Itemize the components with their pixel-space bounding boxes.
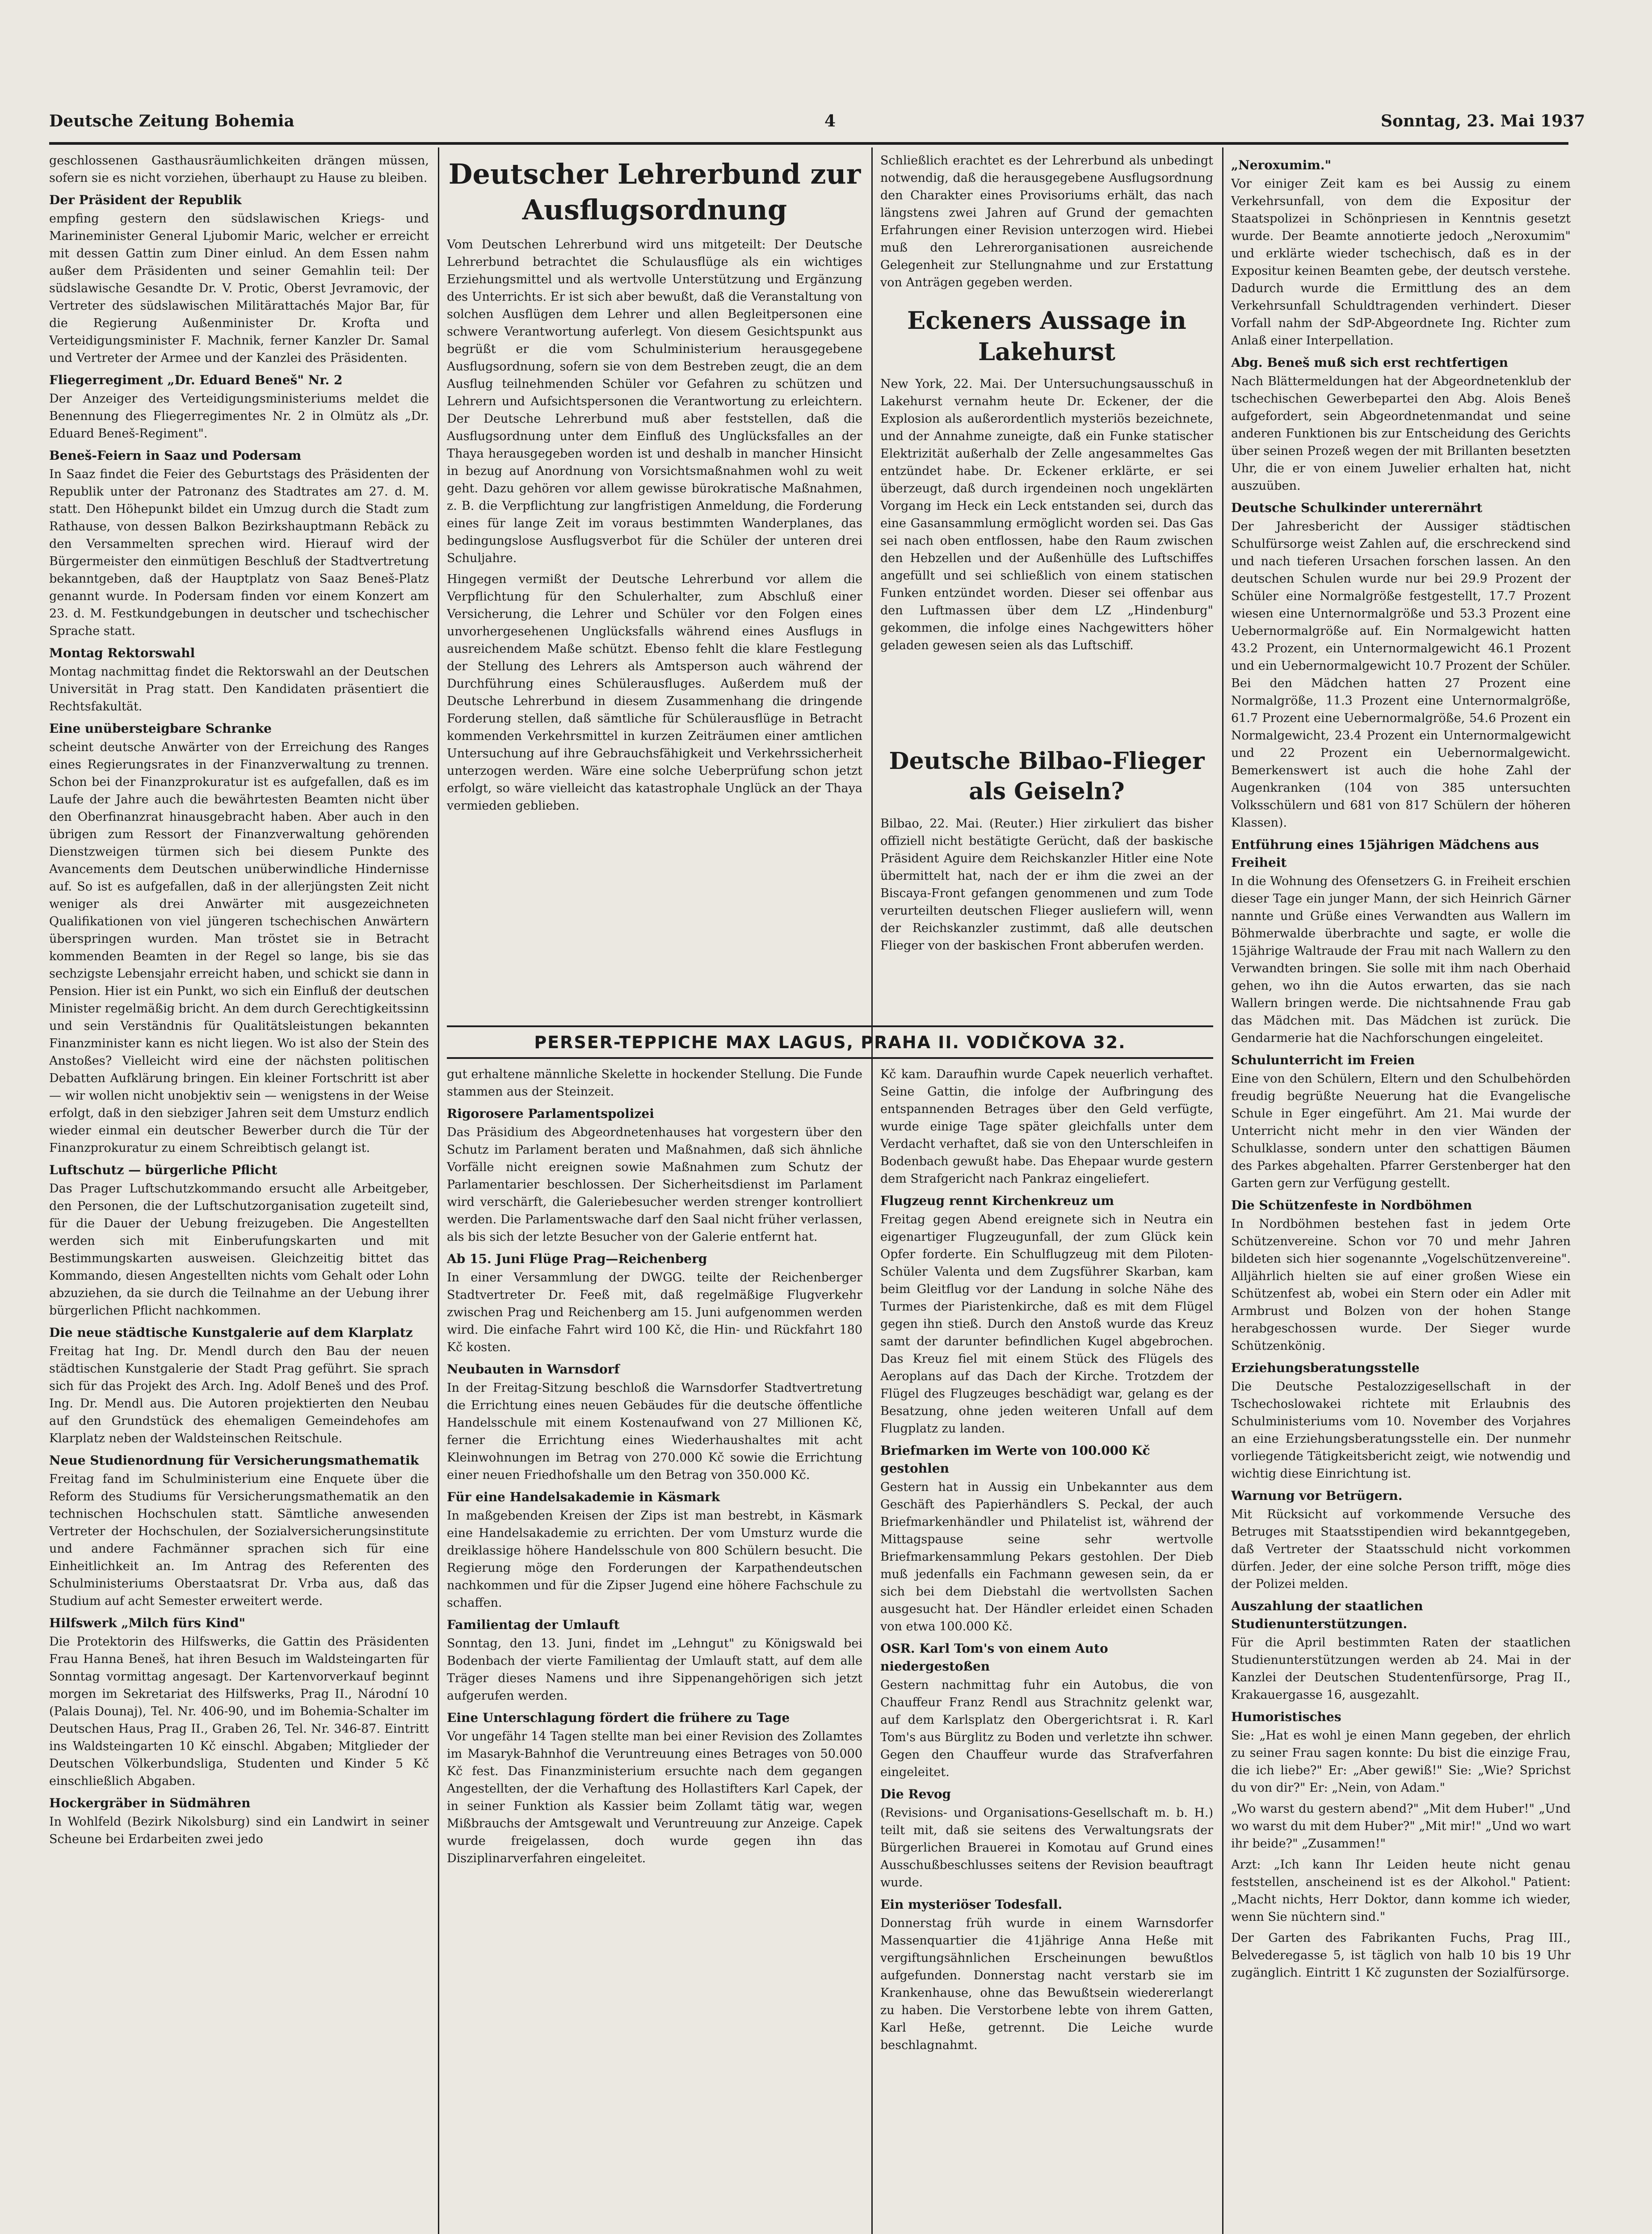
section-heading: Die Schützenfeste in Nordböhmen — [1231, 1198, 1472, 1213]
section-heading: Hockergräber in Südmähren — [49, 1796, 251, 1810]
section-heading: Entführung eines 15jährigen Mädchens aus Freiheit — [1231, 837, 1539, 870]
section-heading: Neubauten in Warnsdorf — [447, 1362, 620, 1377]
ad-banner: PERSER-TEPPICHE MAX LAGUS, PRAHA II. VODIČKOVA 32. — [534, 1033, 1126, 1052]
headline-bilbao: Deutsche Bilbao-Flieger als Geiseln? — [889, 747, 1205, 805]
paragraph: Schließlich erachtet es der Lehrerbund als unbedingt notwendig, daß die herausgegebene Ausflugsordnung den Charakter eines Provisoriums erhält, das nach längstens zwei Jahren auf Grund der gemachten Erfahrungen einer Revision unterzogen wird. Hiebei muß den Lehrerorganisationen ausreichende Gelegenheit zur Stellungnahme und zur Erstattung von Anträgen gegeben werden. — [880, 154, 1213, 290]
paragraph: Hingegen vermißt der Deutsche Lehrerbund vor allem die Verpflichtung für den Schulerhalter, zum Abschluß einer Versicherung, die Lehrer und Schüler vor den Folgen eines unvorhergesehenen Unglücksfalls während eines Ausflugs in ausreichendem Maße schützt. Ebenso fehlt die klare Festlegung der Stellung des Lehrers als Amtsperson auch während der Durchführung eines Schülerausfluges. Außerdem muß der Deutsche Lehrerbund in diesem Zusammenhang die dringende Forderung stellen, daß sämtliche für Schülerausflüge in Betracht kommenden Verkehrsmittel in kurzen Zeiträumen einer amtlichen Untersuchung auf ihre Gebrauchsfähigkeit und Verkehrssicherheit unterzogen werden. Wäre eine solche Ueberprüfung schon jetzt erfolgt, so wäre vielleicht das katastrophale Unglück an der Thaya vermieden geblieben. — [447, 572, 862, 813]
banner-rule-top — [447, 1025, 1213, 1027]
paragraph: Der Garten des Fabrikanten Fuchs, Prag III., Belvederegasse 5, ist täglich von halb 10 bis 19 Uhr zugänglich. Eintritt 1 Kč zugunsten der Sozialfürsorge. — [1231, 1931, 1571, 1980]
column-rule — [438, 147, 439, 2234]
paragraph: Die Protektorin des Hilfswerks, die Gattin des Präsidenten Frau Hanna Beneš, hat ihren Besuch im Waldsteingarten für Sonntag vormittag angesagt. Der Kartenvorverkauf beginnt morgen im Sekretariat des Hilfswerks, Prag II., Národní 10 (Palais Dounaj), Tel. Nr. 406-90, und im Bohemia-Schalter im Deutschen Haus, Prag II., Graben 26, Tel. Nr. 346-87. Eintritt ins Waldsteingarten 10 Kč einschl. Abgaben; Mitglieder der Deutschen Völkerbundsliga, Studenten und Kinder 5 Kč einschließlich Abgaben. — [49, 1635, 429, 1788]
paragraph: geschlossenen Gasthausräumlichkeiten drängen müssen, sofern sie es nicht vorziehen, überhaupt zu Hause zu bleiben. — [49, 154, 429, 185]
section-heading: Der Präsident der Republik — [49, 193, 242, 207]
paragraph: Freitag fand im Schulministerium eine Enquete über die Reform des Studiums für Versicherungsmathematik an den technischen Hochschulen statt. Sämtliche anwesenden Vertreter der Hochschulen, der Sozialversicherungsinstitute und andere Fachmänner sprachen sich für eine Einheitlichkeit an. Im Antrag des Referenten des Schulministeriums Oberstaatsrat Dr. Vrba aus, daß das Studium auf acht Semester erweitert werde. — [49, 1472, 429, 1608]
paragraph: gut erhaltene männliche Skelette in hockender Stellung. Die Funde stammen aus der Steinzeit. — [447, 1067, 862, 1099]
headline-lehrerbund: Deutscher Lehrerbund zur Ausflugsordnung — [448, 158, 861, 226]
paragraph: Sie: „Hat es wohl je einen Mann gegeben, der ehrlich zu seiner Frau sagen konnte: Du bist die einzige Frau, die ich liebe?" Er: „Aber gewiß!" Sie: „Wie? Sprichst du von dir?" Er: „Nein, von Adam." — [1231, 1729, 1571, 1795]
section-heading: Fliegerregiment „Dr. Eduard Beneš" Nr. 2 — [49, 373, 343, 387]
column-3-bottom — [880, 1066, 1213, 2234]
paragraph: „Wo warst du gestern abend?" „Mit dem Huber!" „Und wo warst du mit dem Huber?" „Mit mir!" „Und wo wart ihr beide?" „Zusammen!" — [1231, 1802, 1571, 1851]
section-heading: Erziehungsberatungsstelle — [1231, 1361, 1420, 1375]
paragraph: Eine von den Schülern, Eltern und den Schulbehörden freudig begrüßte Neuerung hat die Evangelische Schule in Eger eingeführt. Am 21. Mai wurde der Unterricht nicht mehr in den vier Wänden der Schulklasse, sondern unter den schattigen Bäumen des Parkes abgehalten. Pfarrer Gerstenberger hat den Garten gern zur Verfügung gestellt. — [1231, 1072, 1571, 1190]
paragraph: Vor ungefähr 14 Tagen stellte man bei einer Revision des Zollamtes im Masaryk-Bahnhof die Veruntreuung eines Betrages von 50.000 Kč fest. Das Finanzministerium ersuchte nach dem gegangen Angestellten, der die Verhaftung des Hollastifters Karl Capek, der in seiner Funktion als Kassier beim Zollamt tätig war, wegen Mißbrauchs der Amtsgewalt und Veruntreuung zur Anzeige. Capek wurde freigelassen, doch wurde gegen ihn das Disziplinarverfahren eingeleitet. — [447, 1730, 862, 1865]
paragraph: Gestern nachmittag fuhr ein Autobus, die von Chauffeur Franz Rendl aus Strachnitz gelenkt war, auf dem Karlsplatz den Obergerichtsrat i. R. Karl Tom's aus Bürglitz zu Boden und verletzte ihn schwer. Gegen den Chauffeur wurde das Strafverfahren eingeleitet. — [880, 1678, 1213, 1779]
section-heading: Hilfswerk „Milch fürs Kind" — [49, 1616, 246, 1630]
section-heading: Abg. Beneš muß sich erst rechtfertigen — [1231, 355, 1508, 370]
section-heading: Die Revog — [880, 1787, 951, 1801]
paragraph: Arzt: „Ich kann Ihr Leiden heute nicht genau feststellen, anscheinend ist es der Alkohol." Patient: „Macht nichts, Herr Doktor, dann komme ich wieder, wenn Sie nüchtern sind." — [1231, 1858, 1571, 1924]
page-number: 4 — [824, 112, 836, 130]
paragraph: Freitag hat Ing. Dr. Mendl durch den Bau der neuen städtischen Kunstgalerie der Stadt Prag geführt. Sie sprach sich für das Projekt des Arch. Ing. Adolf Beneš und des Prof. Ing. Dr. Mendl aus. Die Autoren projektierten den Neubau auf den Grundstück des ehemaligen Gemeindehofes am Klarplatz neben der Waldsteinschen Reitschule. — [49, 1344, 429, 1445]
paragraph: In einer Versammlung der DWGG. teilte der Reichenberger Stadtvertreter Dr. Feeß mit, daß regelmäßige Flugverkehr zwischen Prag und Reichenberg am 15. Juni aufgenommen werden wird. Die einfache Fahrt wird 100 Kč, die Hin- und Rückfahrt 180 Kč kosten. — [447, 1271, 862, 1354]
section-heading: Eine Unterschlagung fördert die frühere zu Tage — [447, 1710, 790, 1725]
section-heading: Schulunterricht im Freien — [1231, 1053, 1415, 1067]
section-heading: Deutsche Schulkinder unterernährt — [1231, 500, 1483, 515]
paragraph: (Revisions- und Organisations-Gesellschaft m. b. H.) teilt mit, daß sie seitens des Verwaltungsrats der Bürgerlichen Brauerei in Komotau auf Grund eines Ausschußbeschlusses seitens der Revision beauftragt wurde. — [880, 1806, 1213, 1890]
section-heading: Eine unübersteigbare Schranke — [49, 721, 272, 736]
paragraph: Vom Deutschen Lehrerbund wird uns mitgeteilt: Der Deutsche Lehrerbund betrachtet die Schulausflüge als ein wichtiges Erziehungsmittel und als wertvolle Unterstützung und Ergänzung des Unterrichts. Er ist sich aber bewußt, daß die Veranstaltung von solchen Ausflügen dem Lehrer und allen Begleitpersonen eine schwere Verantwortung auferlegt. Von diesem Gesichtspunkt aus begrüßt er die vom Schulministerium herausgegebene Ausflugsordnung, sofern sie von dem Bestreben zeugt, die an dem Ausflug teilnehmenden Schüler vor Gefahren zu schützen und Lehrern und Aufsichtspersonen die Verantwortung zu erleichtern. Der Deutsche Lehrerbund muß aber feststellen, daß die Ausflugsordnung unter dem Einfluß des Unglücksfalles an der Thaya herausgegeben worden ist und deshalb in mancher Hinsicht in bezug auf Anordnung von Vorsichtsmaßnahmen wohl zu weit geht. Dazu gehören vor allem gewisse bürokratische Maßnahmen, z. B. die Verpflichtung zur langfristigen Anmeldung, die Forderung eines für lange Zeit im voraus bestimmten Wanderplanes, das bedingungslose Ausflugsverbot für die Schüler der unteren drei Schuljahre. — [447, 238, 862, 565]
section-heading: Ab 15. Juni Flüge Prag—Reichenberg — [447, 1251, 707, 1266]
paragraph: In der Freitag-Sitzung beschloß die Warnsdorfer Stadtvertretung die Errichtung eines neuen Gebäudes für die deutsche öffentliche Handelsschule mit einem Kostenaufwand von 27 Millionen Kč, ferner die Errichtung eines Wiederhaushaltes mit acht Kleinwohnungen im Betrag von 270.000 Kč sowie die Errichtung einer neuen Friedhofshalle um den Betrag von 350.000 Kč. — [447, 1381, 862, 1482]
section-heading: OSR. Karl Tom's von einem Auto niedergestoßen — [880, 1641, 1108, 1674]
column-4 — [1231, 152, 1571, 2234]
section-heading: Rigorosere Parlamentspolizei — [447, 1106, 654, 1121]
paragraph: New York, 22. Mai. Der Untersuchungsausschuß in Lakehurst vernahm heute Dr. Eckener, der die Explosion als außerordentlich mysteriös bezeichnete, und der Annahme zuneigte, daß ein Funke statischer Elektrizität außerhalb der Zelle angesammeltes Gas entzündet habe. Dr. Eckener erklärte, er sei überzeugt, daß durch irgendeinen noch ungeklärten Vorgang im Heck ein Leck entstanden sei, durch das eine Gasansammlung ermöglicht worden sei. Das Gas sei nach oben entflossen, habe den Raum zwischen den Hebzellen und der Außenhülle des Luftschiffes angefüllt und sei schließlich von einem statischen Funken entzündet worden. Dieser sei offenbar aus den Luftmassen über dem LZ „Hindenburg" gekommen, die infolge eines Nachgewitters höher geladen gewesen seien als das Luftschiff. — [880, 377, 1213, 652]
section-heading: Neue Studienordnung für Versicherungsmathematik — [49, 1453, 419, 1468]
paragraph: Donnerstag früh wurde in einem Warnsdorfer Massenquartier die 41jährige Anna Heße mit vergiftungsähnlichen Erscheinungen bewußtlos aufgefunden. Donnerstag nacht verstarb sie im Krankenhause, ohne das Bewußtsein wiedererlangt zu haben. Die Verstorbene lebte von ihrem Gatten, Karl Heße, getrennt. Die Leiche wurde beschlagnahmt. — [880, 1916, 1213, 2052]
paragraph: In Saaz findet die Feier des Geburtstags des Präsidenten der Republik unter der Patronanz des Stadtrates am 27. d. M. statt. Den Höhepunkt bildet ein Umzug durch die Stadt zum Rathause, von dessen Balkon Bezirkshauptmann Rebäck zu den Versammelten sprechen wird. Hierauf wird der Bürgermeister den einmütigen Beschluß der Stadtvertretung bekanntgeben, daß der Hauptplatz von Saaz Beneš-Platz genannt wurde. In Podersam finden vor einem Konzert am 23. d. M. Festkundgebungen in deutscher und tschechischer Sprache statt. — [49, 467, 429, 638]
column-2-bottom — [447, 1066, 862, 2234]
paragraph: Gestern hat in Aussig ein Unbekannter aus dem Geschäft des Papierhändlers S. Peckal, der auch Briefmarkenhändler und Philatelist ist, während der Mittagspause seine sehr wertvolle Briefmarkensammlung Pekars gestohlen. Der Dieb muß jedenfalls ein Fachmann gewesen sein, da er sich bei dem Diebstahl die wertvollsten Sachen ausgesucht hat. Der Händler erleidet einen Schaden von etwa 100.000 Kč. — [880, 1480, 1213, 1634]
paragraph: Bilbao, 22. Mai. (Reuter.) Hier zirkuliert das bisher offiziell nicht bestätigte Gerücht, daß der baskische Präsident Aguire dem Reichskanzler Hitler eine Note übermittelt hat, nach der er ihm die zwei an der Biscaya-Front gefangen genommenen und zum Tode verurteilten deutschen Flieger ausliefern will, wenn der Reichskanzler zustimmt, daß alle deutschen Flieger von der baskischen Front abberufen werden. — [880, 817, 1213, 953]
section-heading: Familientag der Umlauft — [447, 1617, 620, 1632]
paragraph: In Nordböhmen bestehen fast in jedem Orte Schützenvereine. Schon vor 70 und mehr Jahren bildeten sich hier sogenannte „Vogelschützenvereine". Alljährlich hielten sie auf einer großen Wiese ein Schützenfest ab, wobei ein Stern oder ein Adler mit Armbrust und Bolzen von der hohen Stange herabgeschossen wurde. Der Sieger wurde Schützenkönig. — [1231, 1217, 1571, 1353]
paragraph: Nach Blättermeldungen hat der Abgeordnetenklub der tschechischen Gewerbepartei den Abg. Alois Beneš aufgefordert, sein Abgeordnetenmandat und seine anderen Funktionen bis zur Entscheidung des Gerichts über seinen Prozeß wegen der mit Brillanten besetzten Uhr, die er von einem Juwelier erhalten hat, nicht auszuüben. — [1231, 374, 1571, 493]
column-1 — [49, 152, 429, 2234]
paragraph: Kč kam. Daraufhin wurde Capek neuerlich verhaftet. Seine Gattin, die infolge der Aufbringung des entspannenden Betrages über den Geld verfügte, wurde einige Tage später gleichfalls unter dem Verdacht verhaftet, daß sie von den Unterschleifen in Bodenbach gewußt habe. Das Ehepaar wurde gestern dem Strafgericht nach Pankraz eingeliefert. — [880, 1067, 1213, 1186]
column-rule — [1222, 147, 1223, 2234]
section-heading: Beneš-Feiern in Saaz und Podersam — [49, 448, 302, 463]
paragraph: Die Deutsche Pestalozzigesellschaft in der Tschechoslowakei richtete mit Erlaubnis des Schulministeriums vom 10. November des Vorjahres an eine Erziehungsberatungsstelle ein. Der nunmehr vorliegende Tätigkeitsbericht zeigt, wie notwendig und wichtig diese Einrichtung ist. — [1231, 1380, 1571, 1481]
banner-rule-bottom — [447, 1057, 1213, 1059]
paragraph: Für die April bestimmten Raten der staatlichen Studienunterstützungen werden ab 24. Mai in der Kanzlei der Deutschen Studentenfürsorge, Prag II., Krakauergasse 16, ausgezahlt. — [1231, 1636, 1571, 1702]
section-heading: Warnung vor Betrügern. — [1231, 1488, 1403, 1503]
section-heading: Für eine Handelsakademie in Käsmark — [447, 1490, 720, 1504]
paragraph: Montag nachmittag findet die Rektorswahl an der Deutschen Universität in Prag statt. Den Kandidaten präsentiert die Rechtsfakultät. — [49, 665, 429, 714]
paragraph: Das Präsidium des Abgeordnetenhauses hat vorgestern über den Schutz im Parlament beraten und Maßnahmen, daß sich ähnliche Vorfälle nicht ereignen sowie Maßnahmen zum Schutz der Parlamentarier beschlossen. Der Sicherheitsdienst im Parlament wird verschärft, die Galeriebesucher werden strenger kontrolliert werden. Die Parlamentswache darf den Saal nicht früher verlassen, als bis sich der letzte Besucher von der Galerie entfernt hat. — [447, 1125, 862, 1244]
section-heading: Luftschutz — bürgerliche Pflicht — [49, 1163, 277, 1177]
paragraph: In maßgebenden Kreisen der Zips ist man bestrebt, in Käsmark eine Handelsakademie zu errichten. Der vom Umsturz wurde die dreiklassige höhere Handelsschule von 800 Schülern besucht. Die Regierung möge den Forderungen der Karpathendeutschen nachkommen und für die Zipser Jugend eine höhere Fachschule zu schaffen. — [447, 1509, 862, 1610]
paragraph: Sonntag, den 13. Juni, findet im „Lehngut" zu Königswald bei Bodenbach der vierte Familientag der Umlauft statt, auf dem alle Träger dieses Namens und ihre Sippenangehörigen sich jetzt aufgerufen werden. — [447, 1637, 862, 1703]
paragraph: Das Prager Luftschutzkommando ersucht alle Arbeitgeber, den Personen, die der Luftschutzorganisation zugeteilt sind, für die Dauer der Uebung freizugeben. Die Angestellten werden sich mit Einberufungskarten und mit Bestimmungskarten ausweisen. Gleichzeitig bittet das Kommando, diesen Angestellten nichts vom Gehalt oder Lohn abzuziehen, da sie durch die Teilnahme an der Uebung ihrer bürgerlichen Pflicht nachkommen. — [49, 1182, 429, 1318]
paragraph: In die Wohnung des Ofensetzers G. in Freiheit erschien dieser Tage ein junger Mann, der sich Heinrich Gärner nannte und Grüße eines Verwandten aus Wallern im Böhmerwalde überbrachte und sagte, er wolle die 15jährige Waltraude der Frau mit nach Wallern zu den Verwandten bringen. Sie solle mit ihm nach Oberhaid gehen, wo ihn die Autos erwarten, das sie nach Wallern bringen werde. Die nichtsahnende Frau gab das Mädchen mit. Das Mädchen ist zurück. Die Gendarmerie hat die Nachforschungen eingeleitet. — [1231, 874, 1571, 1045]
paragraph: Der Jahresbericht der Aussiger städtischen Schulfürsorge weist Zahlen auf, die erschreckend sind und nach tieferen Ursachen forschen lassen. An den deutschen Schulen wurde nur bei 29.9 Prozent der Schüler eine Normalgröße festgestellt, 17.7 Prozent wiesen eine Unternormalgröße und 53.3 Prozent eine Uebernormalgröße auf. Ein Normalgewicht hatten 43.2 Prozent, ein Unternormalgewicht 46.1 Prozent und ein Uebernormalgewicht 10.7 Prozent der Schüler. Bei den Mädchen hatten 27 Prozent eine Normalgröße, 11.3 Prozent eine Unternormalgröße, 61.7 Prozent eine Uebernormalgröße, 54.6 Prozent ein Normalgewicht, 23.4 Prozent ein Unternormalgewicht und 22 Prozent ein Uebernormalgewicht. Bemerkenswert ist auch die hohe Zahl der Augenkranken (104 von 385 untersuchten Volksschülern und 681 von 817 Schülern der höheren Klassen). — [1231, 520, 1571, 830]
paragraph: scheint deutsche Anwärter von der Erreichung des Ranges eines Regierungsrates in der Finanzverwaltung zu trennen. Schon bei der Finanzprokuratur ist es aufgefallen, daß es im Laufe der Jahre auch die bewährtesten Beamten nicht über den Oberfinanzrat hinausgebracht haben. Aber auch in den übrigen zum Ressort der Finanzverwaltung gehörenden Dienstzweigen türmen sich bei diesem Punkte des Avancements dem Deutschen unüberwindliche Hindernisse auf. So ist es aufgefallen, daß in der allerjüngsten Zeit nicht weniger als drei Anwärter mit ausgezeichneten Qualifikationen von viel jüngeren tschechischen Anwärtern überspringen wurden. Man tröstet sie in Betracht kommenden Beamten in der Regel so lange, bis sie das sechzigste Lebensjahr erreicht haben, und schickt sie dann in Pension. Hier ist ein Punkt, wo sich ein Einfluß der deutschen Minister regelmäßig bricht. An dem durch Gerechtigkeitssinn und sein Verständnis für Qualitätsleistungen bekannten Finanzminister kann es nicht liegen. Wo ist also der Stein des Anstoßes? Vielleicht wird eine der nächsten politischen Debatten Aufklärung bringen. Ein kleiner Fortschritt ist aber — wir wollen nicht unobjektiv sein — wenigstens in der Weise erfolgt, daß in den siebziger Jahren seit dem Umsturz endlich wieder einmal ein deutscher Bewerber durch die Tür der Finanzprokuratur zu einem Schreibtisch gelangt ist. — [49, 740, 429, 1155]
paragraph: Mit Rücksicht auf vorkommende Versuche des Betruges mit Staatsstipendien wird bekanntgegeben, daß Vertreter der Staatsschuld nicht vorkommen dürfen. Jeder, der eine solche Person trifft, möge dies der Polizei melden. — [1231, 1508, 1571, 1591]
paragraph: empfing gestern den südslawischen Kriegs- und Marineminister General Ljubomir Maric, welcher er erreicht mit dessen Gattin zum Diner einlud. An dem Essen nahm außer dem Präsidenten und seiner Gemahlin teil: Der südslawische Gesandte Dr. V. Protic, Oberst Jevramovic, der Vertreter des südslawischen Militärattachés Major Bar, für die Regierung Außenminister Dr. Krofta und Verteidigungsminister F. Machnik, ferner Kanzler Dr. Samal und Vertreter der Armee und der Kanzlei des Präsidenten. — [49, 212, 429, 365]
paragraph: Freitag gegen Abend ereignete sich in Neutra ein eigenartiger Flugzeugunfall, der zum Glück kein Opfer forderte. Ein Schulflugzeug mit dem Piloten-Schüler Valenta und dem Zugsführer Skarban, kam beim Gleitflug vor der Landung in solche Nähe des Turmes der Piaristenkirche, daß es mit dem Flügel gegen ihn stieß. Durch den Anstoß wurde das Kreuz samt der darunter befindlichen Kugel abgebrochen. Das Kreuz fiel mit einem Stück des Flügels des Aeroplans auf das Dach der Kirche. Trotzdem der Flügel des Flugzeuges beschädigt war, gelang es der Besatzung, ohne jeden weiteren Unfall auf dem Flugplatz zu landen. — [880, 1213, 1213, 1436]
section-heading: „Neroxumim." — [1231, 158, 1332, 172]
section-heading: Montag Rektorswahl — [49, 646, 195, 660]
headline-eckener: Eckeners Aussage in Lakehurst — [907, 306, 1186, 366]
masthead-left: Deutsche Zeitung Bohemia — [49, 112, 294, 130]
section-heading: Ein mysteriöser Todesfall. — [880, 1897, 1063, 1912]
article-bilbao — [880, 742, 1213, 1019]
paragraph: Der Anzeiger des Verteidigungsministeriums meldet die Benennung des Fliegerregimentes Nr. 2 in Olmütz als „Dr. Eduard Beneš-Regiment". — [49, 392, 429, 441]
masthead-rule — [49, 142, 1568, 145]
paragraph: Vor einiger Zeit kam es bei Aussig zu einem Verkehrsunfall, von dem die Expositur der Staatspolizei in Schönpriesen in Kenntnis gesetzt wurde. Der Beamte annotierte jedoch „Neroxumim" und erklärte wieder tschechisch, daß es in der Expositur keinen Beamten gebe, der deutsch verstehe. Dadurch wurde die Ermittlung des an dem Verkehrsunfall Schuldtragenden verhindert. Dieser Vorfall nahm der SdP-Abgeordnete Ing. Richter zum Anlaß einer Interpellation. — [1231, 177, 1571, 348]
section-heading: Auszahlung der staatlichen Studienunterstützungen. — [1231, 1599, 1423, 1631]
paragraph: In Wohlfeld (Bezirk Nikolsburg) sind ein Landwirt in seiner Scheune bei Erdarbeiten zwei jedo — [49, 1815, 429, 1846]
section-heading: Flugzeug rennt Kirchenkreuz um — [880, 1193, 1114, 1208]
section-heading: Humoristisches — [1231, 1709, 1341, 1724]
section-heading: Die neue städtische Kunstgalerie auf dem Klarplatz — [49, 1325, 413, 1340]
article-lehrerbund — [447, 152, 862, 1023]
masthead-date: Sonntag, 23. Mai 1937 — [1381, 112, 1585, 130]
column-rule — [871, 147, 873, 2234]
section-heading: Briefmarken im Werte von 100.000 Kč gestohlen — [880, 1443, 1150, 1476]
